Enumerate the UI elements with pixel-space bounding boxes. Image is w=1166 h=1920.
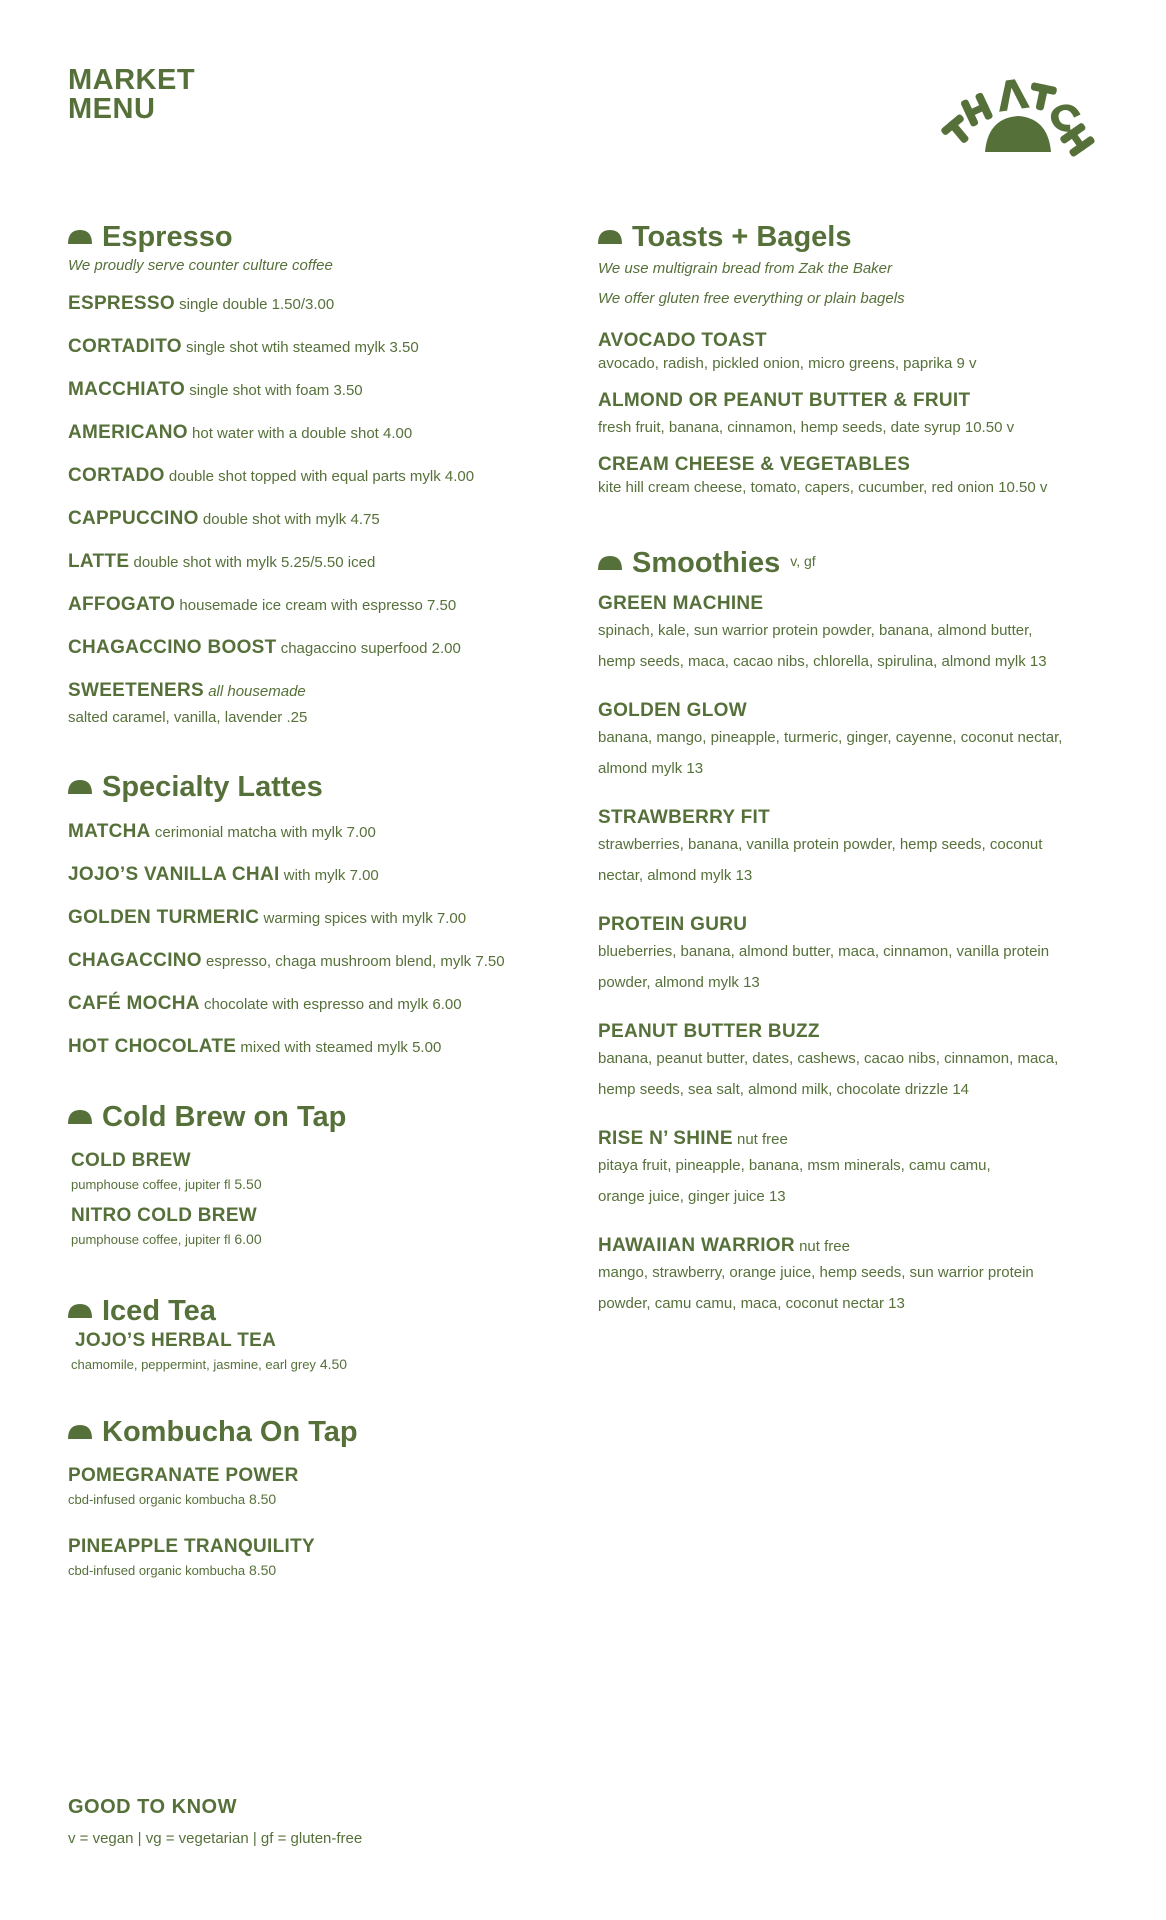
section-espresso bbox=[68, 220, 568, 728]
list-item: HOT CHOCOLATE mixed with steamed mylk 5.00 bbox=[68, 1036, 442, 1057]
item-name: POMEGRANATE POWER bbox=[68, 1465, 299, 1486]
list-item: CHAGACCINO espresso, chaga mushroom blend, mylk 7.50 bbox=[68, 950, 505, 971]
toasts-items bbox=[598, 328, 1118, 498]
item-desc: fresh fruit, banana, cinnamon, hemp seeds, date syrup 10.50 v bbox=[598, 419, 1015, 436]
item-desc: pumphouse coffee, jupiter fl 5.50 bbox=[71, 1176, 262, 1192]
icedtea-items bbox=[68, 1328, 568, 1375]
dome-icon bbox=[68, 1304, 92, 1318]
smoothies-diet-note: v, gf bbox=[790, 553, 816, 569]
item-name: CREAM CHEESE & VEGETABLES bbox=[598, 454, 911, 475]
dome-icon bbox=[68, 1425, 92, 1439]
item-name: NITRO COLD BREW bbox=[71, 1205, 258, 1226]
section-title-toasts: Toasts + Bagels bbox=[598, 220, 1118, 254]
toasts-note-2: We offer gluten free everything or plain bagels bbox=[598, 290, 905, 307]
section-specialty-lattes bbox=[68, 770, 568, 1058]
section-title-smoothies: Smoothies v, gf bbox=[598, 544, 1118, 582]
section-title-cold-brew: Cold Brew on Tap bbox=[68, 1100, 568, 1134]
section-smoothies bbox=[598, 544, 1118, 1319]
section-kombucha bbox=[68, 1415, 568, 1581]
section-title-lattes: Specialty Lattes bbox=[68, 770, 568, 804]
dome-icon bbox=[598, 230, 622, 244]
item-desc: cbd-infused organic kombucha 8.50 bbox=[68, 1491, 277, 1507]
list-item: AMERICANO hot water with a double shot 4.00 bbox=[68, 422, 413, 443]
section-cold-brew bbox=[68, 1100, 568, 1250]
section-title-iced-tea: Iced Tea bbox=[68, 1294, 568, 1328]
espresso-note: We proudly serve counter culture coffee bbox=[68, 257, 333, 274]
dome-icon bbox=[68, 780, 92, 794]
left-column bbox=[68, 220, 568, 1581]
list-item: CORTADO double shot topped with equal parts mylk 4.00 bbox=[68, 465, 475, 486]
right-column bbox=[598, 220, 1118, 1319]
dome-icon bbox=[68, 230, 92, 244]
title-line-2: MENU bbox=[68, 93, 156, 125]
section-iced-tea bbox=[68, 1294, 568, 1375]
list-item: CAFÉ MOCHA chocolate with espresso and mylk 6.00 bbox=[68, 993, 462, 1014]
section-title-kombucha: Kombucha On Tap bbox=[68, 1415, 568, 1449]
kombucha-items bbox=[68, 1463, 568, 1581]
lattes-items bbox=[68, 822, 568, 1058]
section-toasts-bagels bbox=[598, 220, 1118, 498]
list-item: STRAWBERRY FIT strawberries, banana, vanilla protein powder, hemp seeds, coconut nectar, almond mylk 13 bbox=[598, 807, 1043, 884]
list-item: GOLDEN TURMERIC warming spices with mylk 7.00 bbox=[68, 907, 467, 928]
dome-icon bbox=[598, 556, 622, 570]
item-desc: cbd-infused organic kombucha 8.50 bbox=[68, 1562, 277, 1578]
item-name: COLD BREW bbox=[71, 1150, 191, 1171]
smoothies-items bbox=[598, 594, 1118, 1319]
thatch-logo-icon bbox=[930, 60, 1105, 170]
item-name: ALMOND OR PEANUT BUTTER & FRUIT bbox=[598, 390, 971, 411]
item-desc: chamomile, peppermint, jasmine, earl grey 4.50 bbox=[71, 1356, 348, 1372]
coldbrew-items bbox=[68, 1148, 568, 1250]
title-line-1: MARKET bbox=[68, 64, 196, 96]
good-to-know-legend: v = vegan | vg = vegetarian | gf = gluten-free bbox=[68, 1830, 363, 1847]
list-item: AFFOGATO housemade ice cream with espresso 7.50 bbox=[68, 594, 457, 615]
list-item: HAWAIIAN WARRIOR nut free mango, strawberry, orange juice, hemp seeds, sun warrior protein powder, camu camu, maca, coconut nectar 13 bbox=[598, 1235, 1034, 1312]
list-item: PROTEIN GURU blueberries, banana, almond butter, maca, cinnamon, vanilla protein powder, almond mylk 13 bbox=[598, 914, 1050, 991]
page-title bbox=[68, 66, 195, 124]
list-item: ESPRESSO single double 1.50/3.00 bbox=[68, 293, 335, 314]
list-item: GOLDEN GLOW banana, mango, pineapple, turmeric, ginger, cayenne, coconut nectar, almond mylk 13 bbox=[598, 700, 1063, 777]
item-name: JOJO’S HERBAL TEA bbox=[75, 1330, 277, 1351]
item-name: AVOCADO TOAST bbox=[598, 330, 767, 351]
espresso-items bbox=[68, 294, 568, 728]
list-item: JOJO’S VANILLA CHAI with mylk 7.00 bbox=[68, 864, 379, 885]
toasts-note-1: We use multigrain bread from Zak the Baker bbox=[598, 260, 893, 277]
item-name: PINEAPPLE TRANQUILITY bbox=[68, 1536, 315, 1557]
list-item: PEANUT BUTTER BUZZ banana, peanut butter, dates, cashews, cacao nibs, cinnamon, maca, hemp seeds, sea salt, almond milk, chocolate drizzle 14 bbox=[598, 1021, 1059, 1098]
list-item: MACCHIATO single shot with foam 3.50 bbox=[68, 379, 363, 400]
list-item: CHAGACCINO BOOST chagaccino superfood 2.00 bbox=[68, 637, 461, 658]
section-title-espresso: Espresso bbox=[68, 220, 568, 254]
item-desc: avocado, radish, pickled onion, micro greens, paprika 9 v bbox=[598, 355, 977, 372]
item-desc: pumphouse coffee, jupiter fl 6.00 bbox=[71, 1231, 262, 1247]
sweeteners-desc: salted caramel, vanilla, lavender .25 bbox=[68, 709, 308, 726]
list-item: RISE N’ SHINE nut free pitaya fruit, pineapple, banana, msm minerals, camu camu, orange juice, ginger juice 13 bbox=[598, 1128, 991, 1205]
list-item: MATCHA cerimonial matcha with mylk 7.00 bbox=[68, 821, 376, 842]
list-item: CORTADITO single shot wtih steamed mylk 3.50 bbox=[68, 336, 419, 357]
item-desc: kite hill cream cheese, tomato, capers, cucumber, red onion 10.50 v bbox=[598, 479, 1048, 496]
list-item: CAPPUCCINO double shot with mylk 4.75 bbox=[68, 508, 380, 529]
good-to-know-title: GOOD TO KNOW bbox=[68, 1796, 237, 1818]
list-item: GREEN MACHINE spinach, kale, sun warrior protein powder, banana, almond butter, hemp seeds, maca, cacao nibs, chlorella, spirulina, almond mylk 13 bbox=[598, 593, 1047, 670]
dome-icon bbox=[68, 1110, 92, 1124]
list-item: LATTE double shot with mylk 5.25/5.50 iced bbox=[68, 551, 376, 572]
sweeteners-item: SWEETENERS all housemade bbox=[68, 680, 306, 701]
